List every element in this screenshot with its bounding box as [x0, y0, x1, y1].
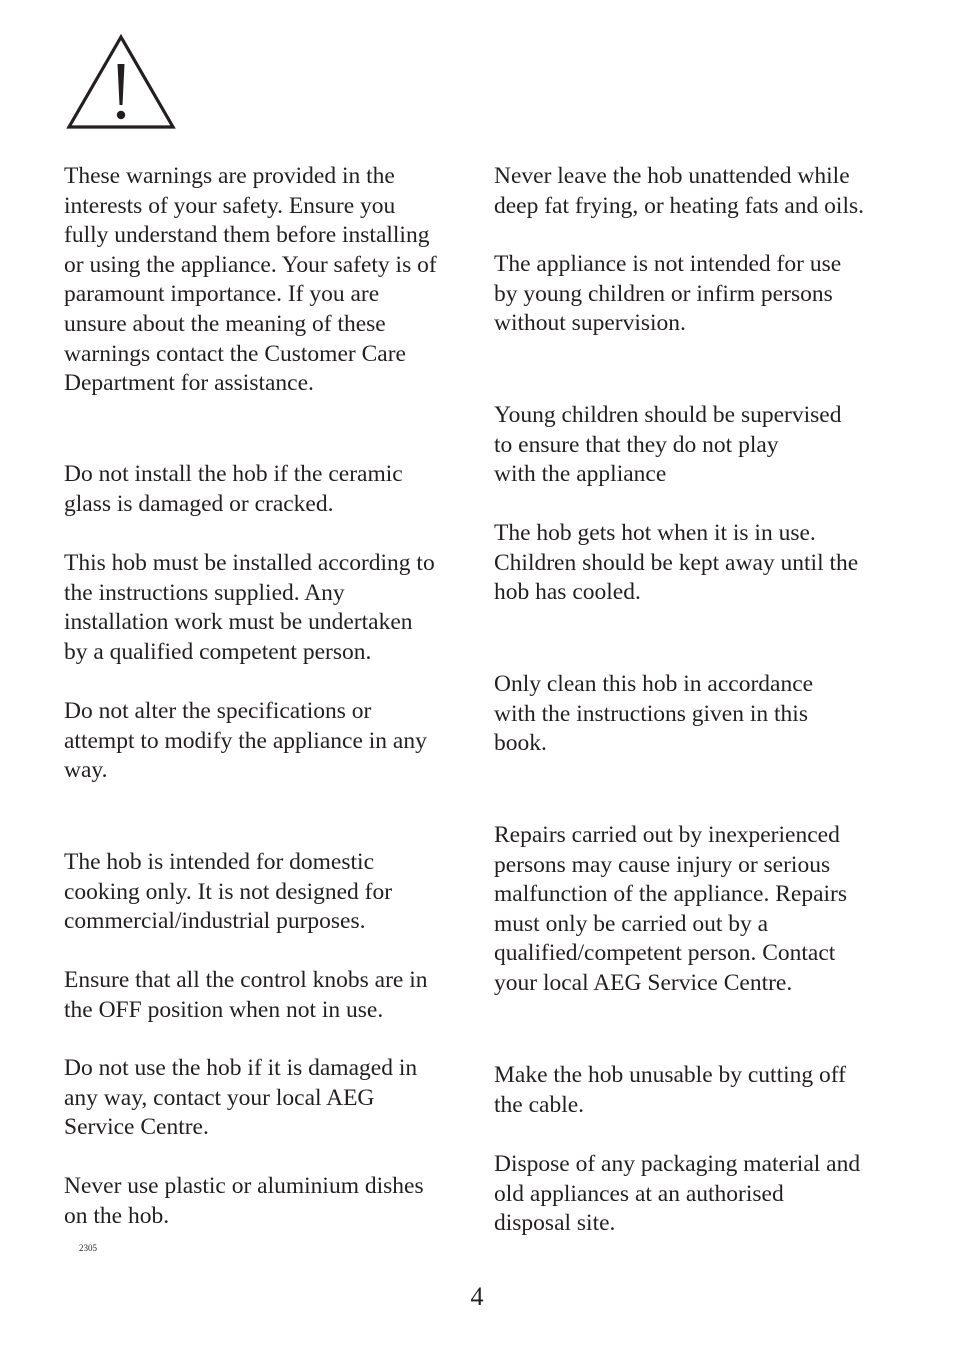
packaging-disposal-warning: Dispose of any packaging material and old appliances at an authorised disposal site. — [494, 1151, 861, 1237]
modification-warning: Do not alter the specifications or attempt to modify the appliance in any way. — [64, 698, 427, 784]
cleaning-warning: Only clean this hob in accordance with the instructions given in this book. — [494, 671, 814, 757]
installation-warning: This hob must be installed according to the instructions supplied. Any installation work must be undertaken by a qualified competent person. — [64, 550, 435, 665]
page-number: 4 — [470, 1282, 484, 1311]
domestic-use-warning: The hob is intended for domestic cooking only. It is not designed for commercial/industrial purposes. — [64, 849, 393, 935]
hot-hob-warning: The hob gets hot when it is in use. Children should be kept away until the hob has cooled. — [494, 520, 859, 606]
warning-triangle-icon — [66, 34, 176, 130]
damaged-hob-warning: Do not use the hob if it is damaged in any way, contact your local AEG Service Centre. — [64, 1055, 418, 1141]
disposal-cable-warning: Make the hob unusable by cutting off the cable. — [494, 1062, 846, 1118]
children-infirm-warning: The appliance is not intended for use by young children or infirm persons without supervision. — [494, 251, 842, 337]
document-code: 2305 — [79, 1243, 97, 1253]
unattended-frying-warning: Never leave the hob unattended while deep fat frying, or heating fats and oils. — [494, 163, 865, 219]
children-supervision-warning: Young children should be supervised to ensure that they do not play with the appliance — [494, 402, 842, 488]
damaged-glass-warning: Do not install the hob if the ceramic glass is damaged or cracked. — [64, 461, 403, 517]
dishes-warning: Never use plastic or aluminium dishes on the hob. — [64, 1173, 424, 1229]
repairs-warning: Repairs carried out by inexperienced persons may cause injury or serious malfunction of the appliance. Repairs must only be carried out by a qualified/competent person. Contact your local AEG Service Centre. — [494, 822, 848, 996]
control-knobs-warning: Ensure that all the control knobs are in the OFF position when not in use. — [64, 967, 428, 1023]
safety-intro-paragraph: These warnings are provided in the interests of your safety. Ensure you fully understand them before installing or using the appliance. Your safety is of paramount importance. If you are unsure about the meaning of these warnings contact the Customer Care Department for assistance. — [64, 163, 437, 397]
